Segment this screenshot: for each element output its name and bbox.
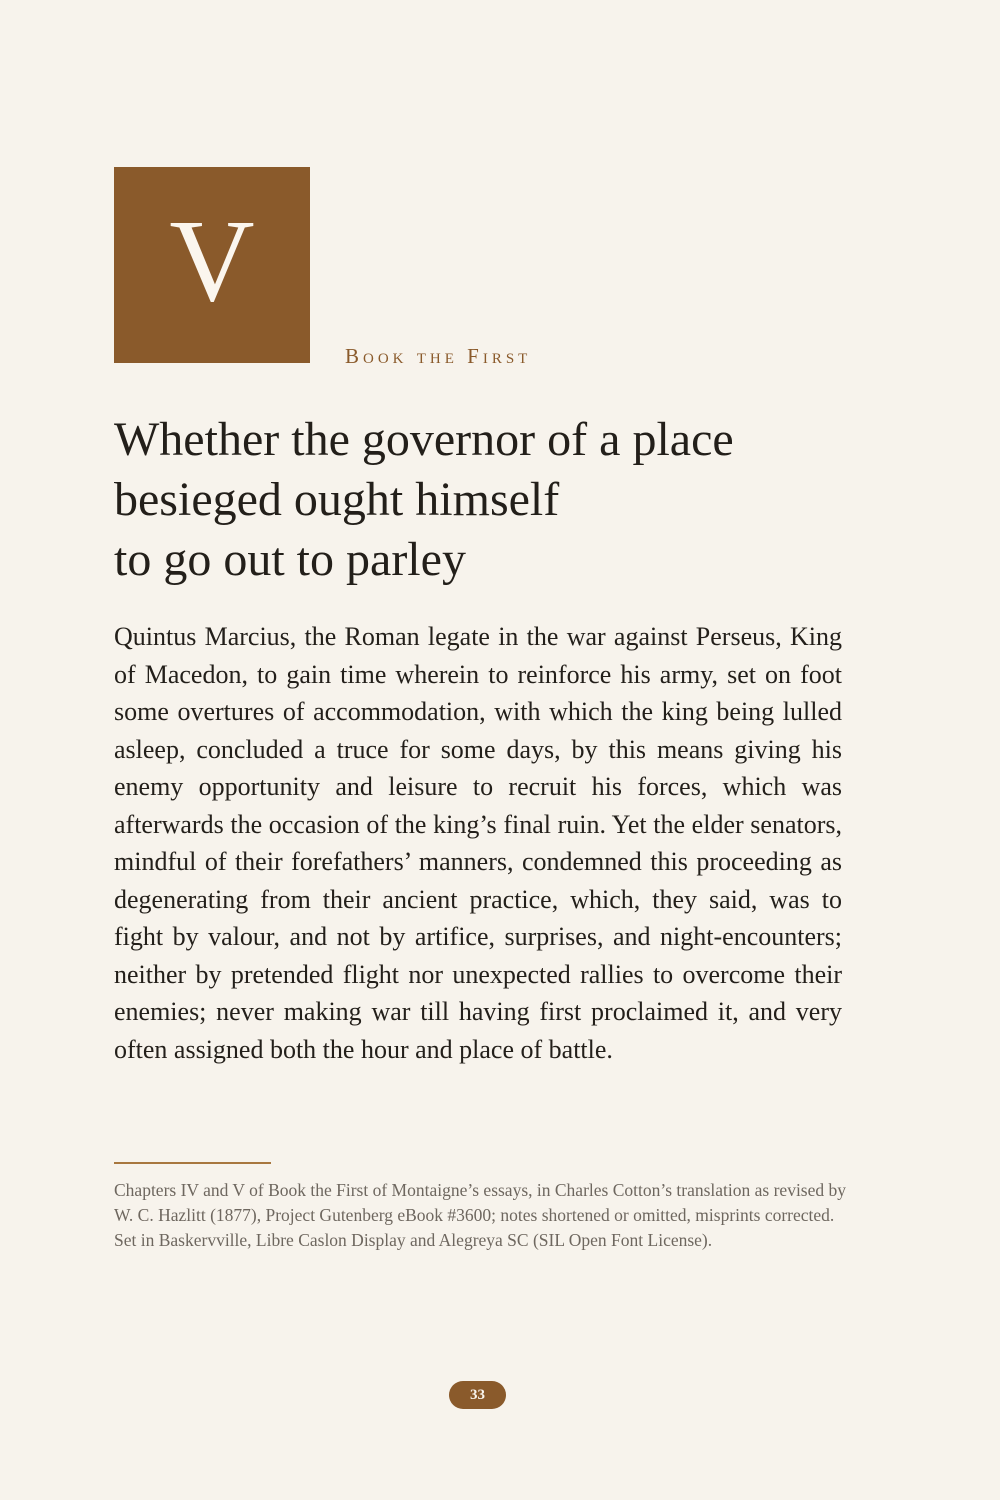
footnote-divider [114,1162,271,1164]
book-label: Book the First [345,344,532,368]
page-number: 33 [470,1386,485,1403]
chapter-title-line: Whether the governor of a place [114,413,734,466]
body-paragraph: Quintus Marcius, the Roman legate in the war against Perseus, King of Macedon, to gain time wherein to reinforce his army, set on foot some overtures of accommodation, with which the king being lulled asleep, concluded a truce for some days, by this means giving his enemy opportunity and leisure to recruit his forces, which was afterwards the occasion of the king’s final ruin. Yet the elder senators, mindful of their forefathers’ manners, condemned this proceeding as degenerating from their ancient practice, which, they said, was to fight by valour, and not by artifice, surprises, and night-encounters; neither by pretended flight nor unexpected rallies to overcome their enemies; never making war till having first proclaimed it, and very often assigned both the hour and place of battle. [114,622,842,1064]
chapter-numeral: V [169,195,255,326]
chapter-number-box [114,167,310,363]
chapter-title-line: to go out to parley [114,533,466,586]
chapter-title [114,410,874,590]
footnote: Chapters IV and V of Book the First of Montaigne’s essays, in Charles Cotton’s translation as revised by W. C. Hazlitt (1877), Project Gutenberg eBook #3600; notes shortened or omitted, misprints corrected. Set in Baskervville, Libre Caslon Display and Alegreya SC (SIL Open Font License). [114,1180,847,1250]
chapter-title-line: besieged ought himself [114,473,560,526]
page-number-badge [449,1381,506,1409]
